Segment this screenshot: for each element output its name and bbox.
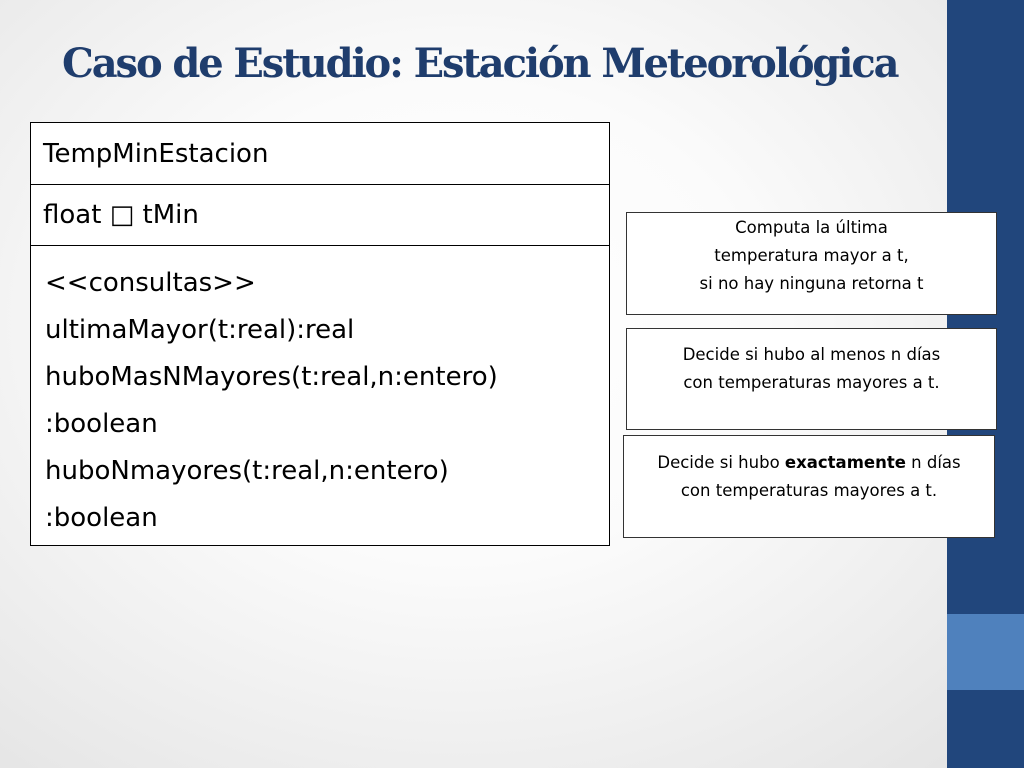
note-hubo-n-mayores <box>623 435 995 538</box>
note-line: con temperaturas mayores a t. <box>683 373 940 392</box>
uml-stereotype: <<consultas>> <box>45 268 256 298</box>
note-emphasis: exactamente <box>784 453 906 472</box>
slide-title: Caso de Estudio: Estación Meteorológica <box>62 40 898 87</box>
note-text: Decide si hubo <box>657 453 785 472</box>
uml-operations-section <box>31 246 609 542</box>
note-ultima-mayor <box>626 212 997 315</box>
uml-class-name-section <box>31 123 609 185</box>
uml-operation: huboNmayores(t:real,n:entero) <box>45 456 449 486</box>
uml-operation: ultimaMayor(t:real):real <box>45 315 355 345</box>
note-line: Decide si hubo al menos n días <box>682 345 941 364</box>
uml-attribute-name: tMin <box>142 200 199 230</box>
note-text: n días <box>905 453 961 472</box>
uml-operation-return: :boolean <box>45 503 158 533</box>
note-line: Computa la última <box>735 218 888 237</box>
uml-attributes-section <box>31 185 609 246</box>
uml-attribute-glyph: □ <box>109 200 135 230</box>
note-line: si no hay ninguna retorna t <box>699 274 924 293</box>
side-decor-accent <box>947 614 1024 690</box>
note-hubo-mas-n-mayores <box>626 328 997 430</box>
note-line: temperatura mayor a t, <box>714 246 909 265</box>
uml-class-name: TempMinEstacion <box>43 138 269 169</box>
note-line: con temperaturas mayores a t. <box>680 481 938 500</box>
uml-operation: huboMasNMayores(t:real,n:entero) <box>45 362 498 392</box>
uml-operation-return: :boolean <box>45 409 158 439</box>
uml-attribute-type: float <box>43 200 102 230</box>
uml-class-box <box>30 122 610 546</box>
note-line <box>624 449 994 477</box>
